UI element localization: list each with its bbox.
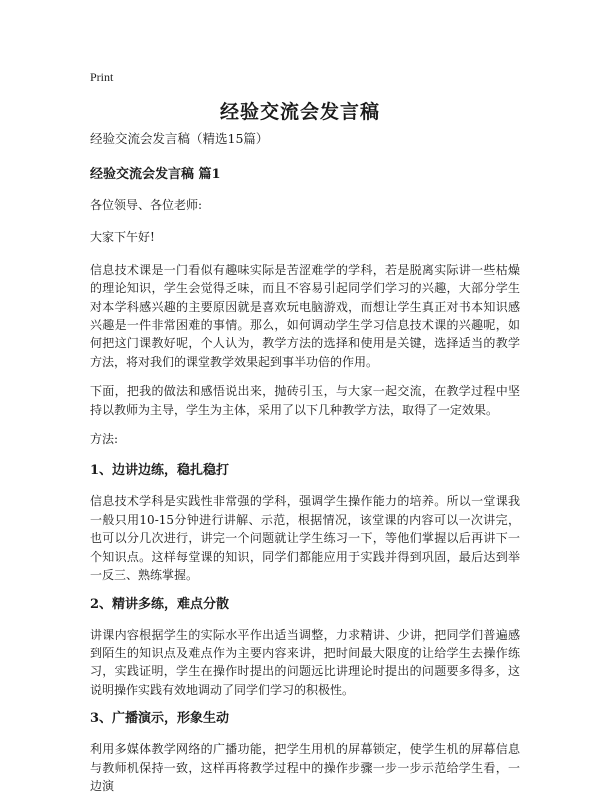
section-title: 经验交流会发言稿 篇1 <box>90 167 221 182</box>
method-text-3: 利用多媒体教学网络的广播功能，把学生用机的屏幕锁定，使学生机的屏幕信息与教师机保持一致，这样再将教学过程中的操作步骤一步一步示范给学生看，一边演 <box>90 742 520 793</box>
paragraph-intro: 信息技术课是一门看似有趣味实际是苦涩难学的学科，若是脱离实际讲一些枯燥的理论知识，学生会觉得乏味，而且不容易引起同学们学习的兴趣，大部分学生对本学科感兴趣的主要原因就是喜欢玩电脑游戏，而想让学生真正对书本知识感兴趣是一件非常困难的事情。那么，如何调动学生学习信息技术课的兴趣呢，如何把这门课教好呢，个人认为，教学方法的选择和使用是关键，选择适当的教学方法，将对我们的课堂教学效果起到事半功倍的作用。 <box>90 262 520 369</box>
document-subtitle: 经验交流会发言稿（精选15篇） <box>90 131 269 146</box>
method-heading-1: 1、边讲边练，稳扎稳打 <box>90 463 230 479</box>
print-link[interactable]: Print <box>90 70 114 84</box>
method-heading-3: 3、广播演示，形象生动 <box>90 711 230 727</box>
paragraph-approach: 下面，把我的做法和感悟说出来，抛砖引玉，与大家一起交流，在教学过程中坚持以教师为主导，学生为主体，采用了以下几种教学方法，取得了一定效果。 <box>90 384 520 417</box>
method-heading-2: 2、精讲多练，难点分散 <box>90 596 230 612</box>
methods-label: 方法: <box>90 432 119 447</box>
page-title: 经验交流会发言稿 <box>219 101 380 123</box>
greeting-text: 各位领导、各位老师: <box>90 198 203 212</box>
document-body <box>90 130 520 806</box>
method-text-1: 信息技术学科是实践性非常强的学科，强调学生操作能力的培养。所以一堂课我一般只用10-15分钟进行讲解、示范，根据情况，该堂课的内容可以一次讲完，也可以分几次进行，讲完一个问题就让学生练习一下，等他们掌握以后再讲下一个知识点。这样每堂课的知识，同学们都能应用于实践并得到巩固，最后达到举一反三、熟练掌握。 <box>90 494 520 583</box>
method-text-2: 讲课内容根据学生的实际水平作出适当调整，力求精讲、少讲，把同学们普遍感到陌生的知识点及难点作为主要内容来讲，把时间最大限度的让给学生去操作练习，实践证明，学生在操作时提出的问题远比讲理论时提出的问题要多得多，这说明操作实践有效地调动了同学们学习的积极性。 <box>90 627 520 697</box>
hello-text: 大家下午好! <box>90 230 155 245</box>
